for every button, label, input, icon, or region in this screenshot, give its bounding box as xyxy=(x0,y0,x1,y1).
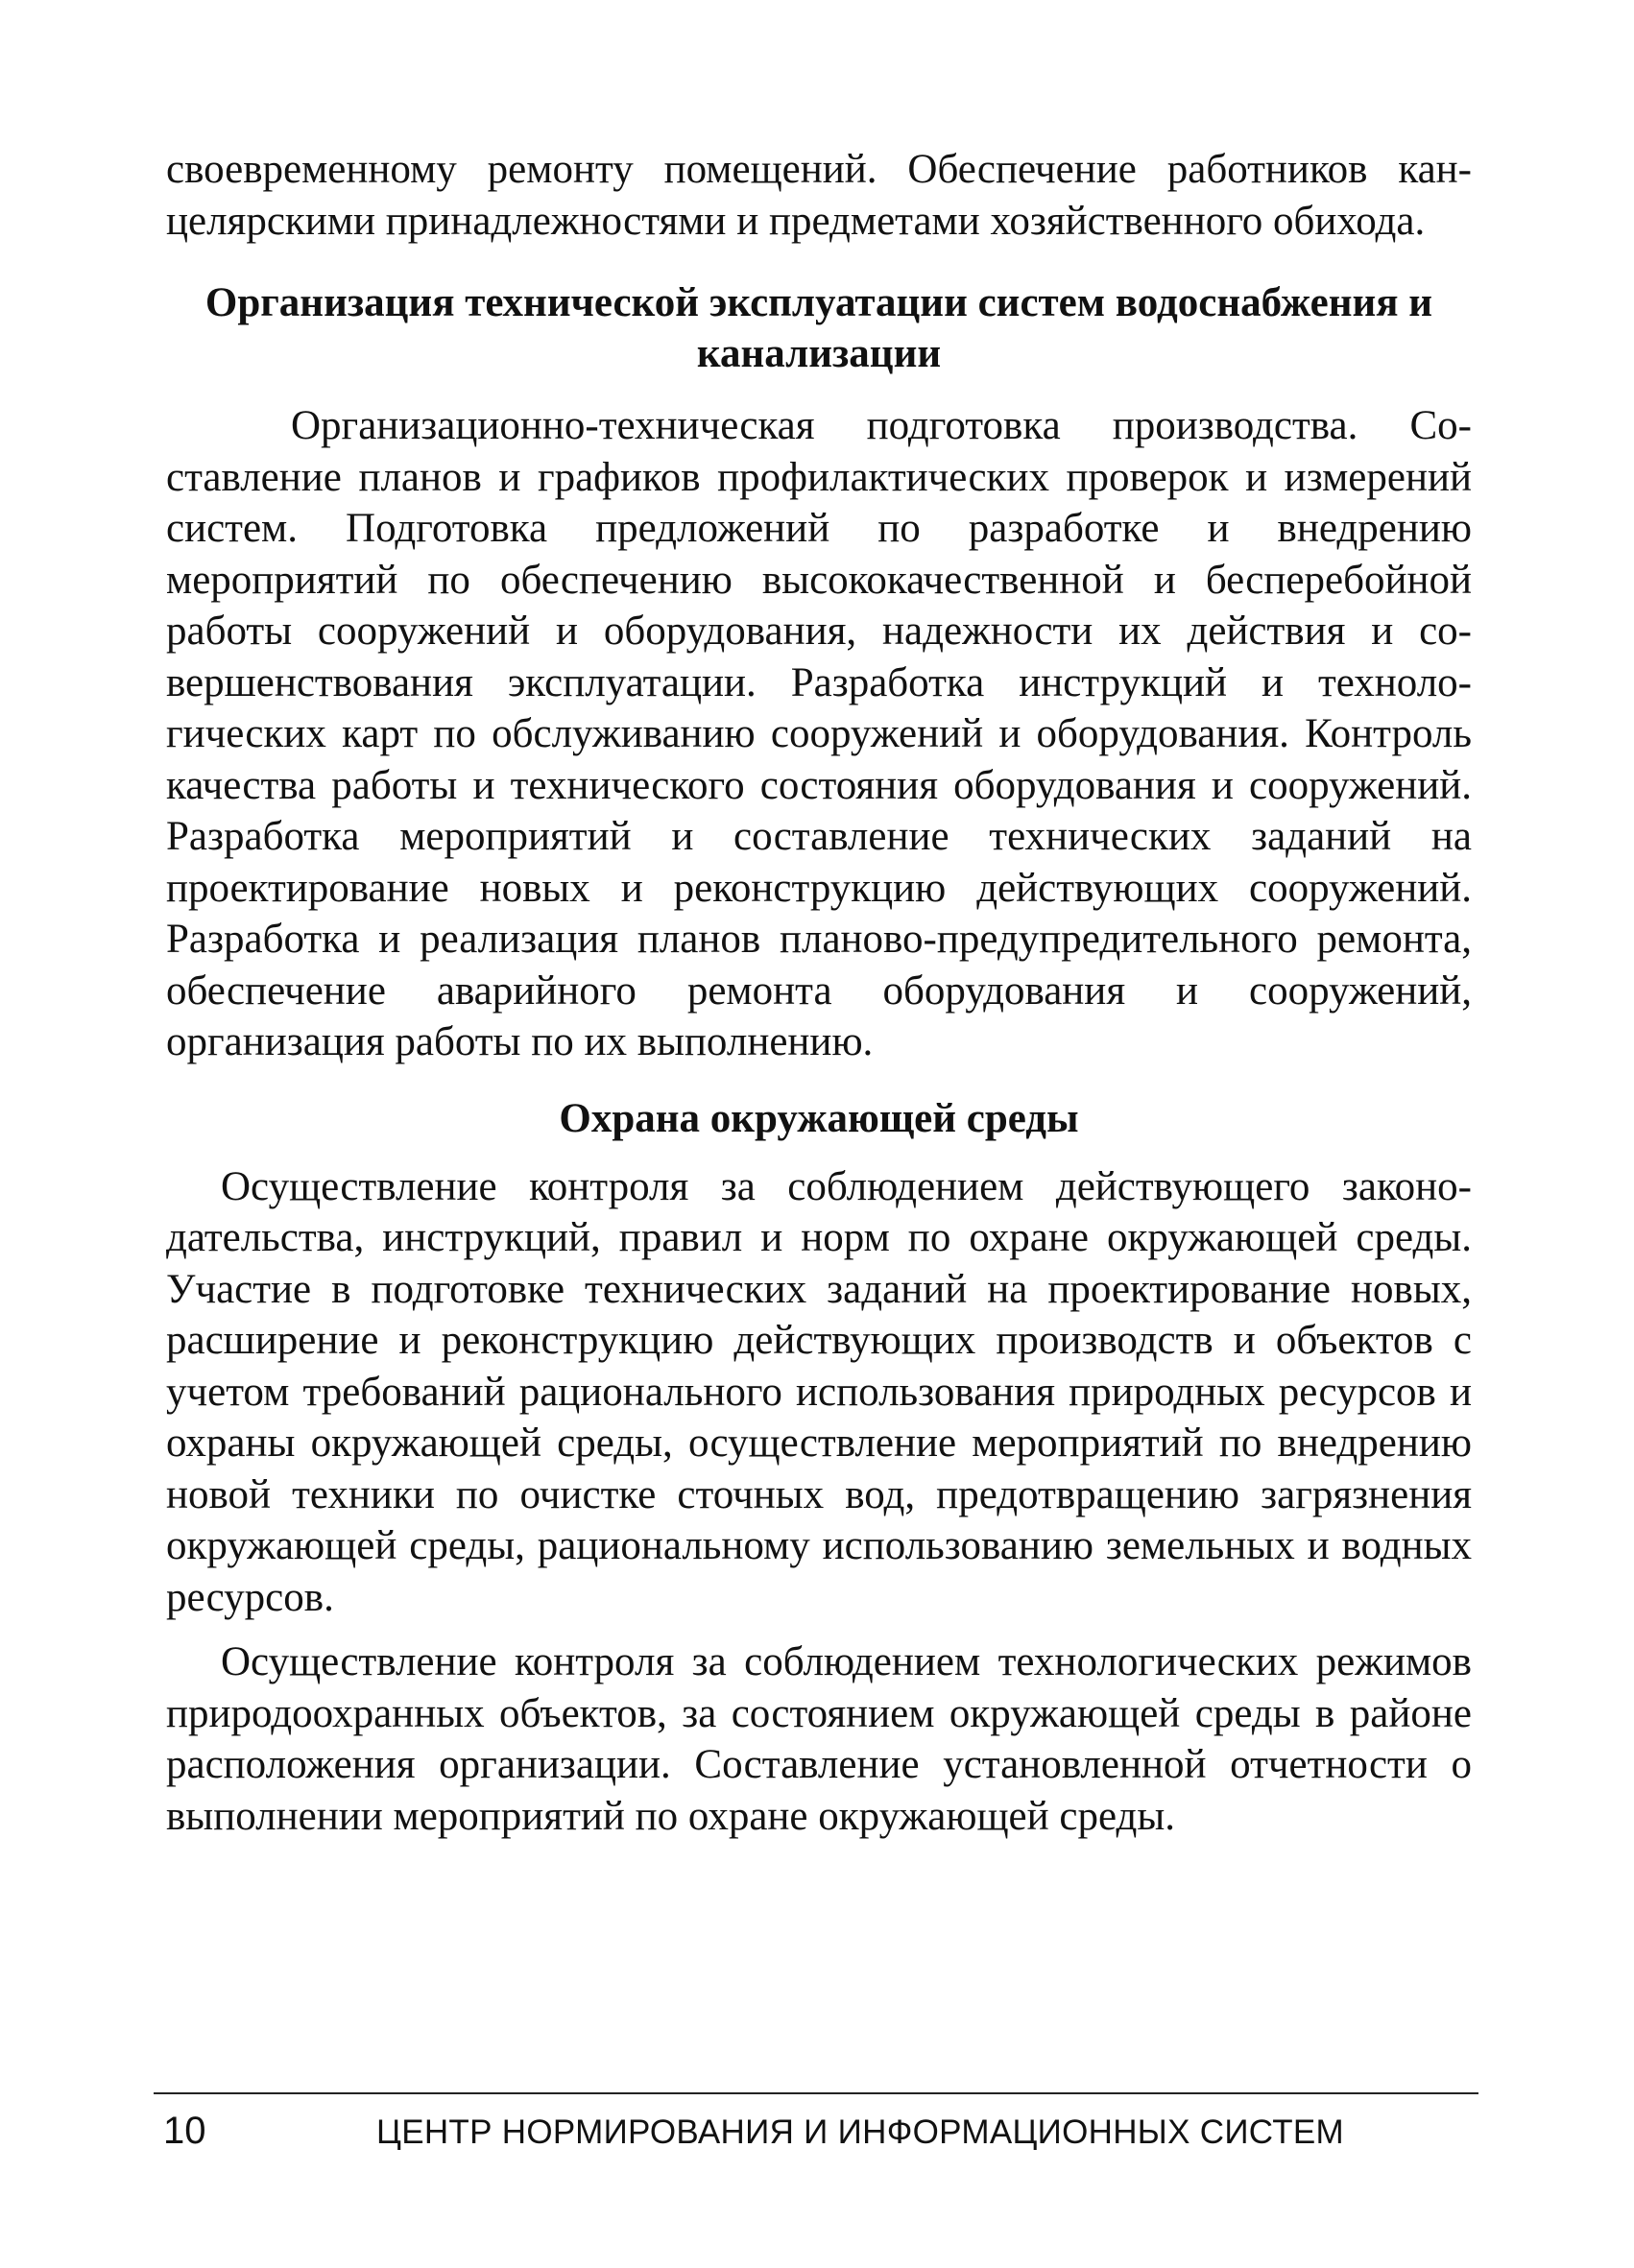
body-paragraph: своевременному ремонту помещений. Обеспечение работников канцелярскими принадлежностями и предметами хозяйственного обихода. xyxy=(166,147,1472,244)
document-page xyxy=(166,144,1472,1842)
body-paragraph: Организационно-техническая подготовка производства. Составление планов и графиков профилактических проверок и измерений систем. Подготовка предложений по разработке и внедрению мероприятий по обеспечению высококачественной и бесперебойной работы сооружений и оборудования, надежности их действия и совершенствования эксплуатации. Разработка инструкций и технологических карт по обслуживанию сооружений и оборудования. Контроль качества работы и технического состояния оборудования и сооружений. Разработка мероприятий и составление технических заданий на проектирование новых и реконструкцию действующих сооружений. Разработка и реализация планов планово-предупредительного ремонта, обеспечение аварийного ремонта оборудования и сооружений, организация работы по их выполнению. xyxy=(166,403,1472,1064)
footer-title: ЦЕНТР НОРМИРОВАНИЯ И ИНФОРМАЦИОННЫХ СИСТЕМ xyxy=(376,2113,1344,2151)
body-paragraph: Осуществление контроля за соблюдением технологических режимов природоохранных объектов, за состоянием окружающей среды в районе расположения организации. Составление установленной отчетности о выполнении мероприятий по охране окружающей среды. xyxy=(166,1639,1472,1839)
footer-row xyxy=(154,2108,1478,2165)
section-heading: Охрана окружающей среды xyxy=(559,1095,1079,1141)
body-paragraph: Осуществление контроля за соблюдением действующего законодательства, инструкций, правил и норм по охране окружающей среды. Участие в подготовке технических заданий на проектирование новых, расширение и реконструкцию действующих производств и объектов с учетом требований рационального использования природных ресурсов и охраны окружающей среды, осуществление мероприятий по внедрению новой техники по очистке сточных вод, предотвращению загрязнения окружающей среды, рациональному использованию земельных и водных ресурсов. xyxy=(166,1163,1472,1620)
footer-divider xyxy=(154,2092,1478,2094)
section-heading: Организация технической эксплуатации систем водоснабжения и канализации xyxy=(204,280,1433,376)
page-number: 10 xyxy=(163,2110,206,2152)
page-footer xyxy=(154,2092,1478,2165)
